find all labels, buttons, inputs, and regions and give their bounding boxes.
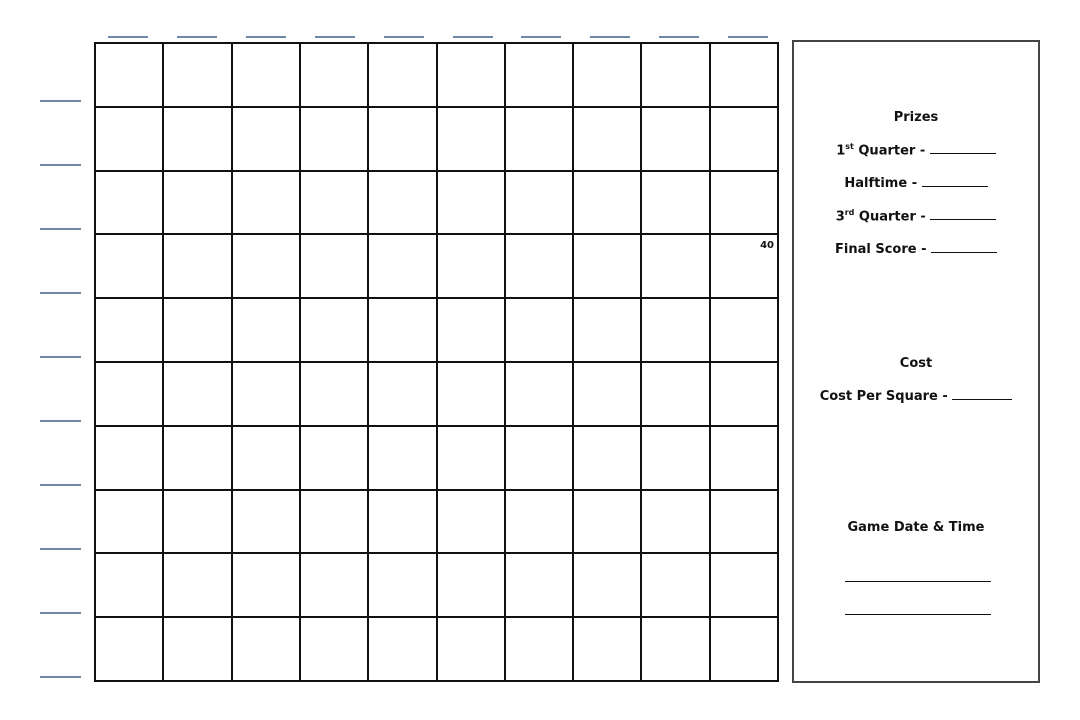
grid-square[interactable]: [574, 554, 642, 618]
grid-square[interactable]: [642, 491, 710, 555]
grid-square[interactable]: [711, 363, 779, 427]
grid-square[interactable]: [506, 235, 574, 299]
grid-square[interactable]: [642, 363, 710, 427]
grid-square[interactable]: [438, 554, 506, 618]
grid-square[interactable]: [711, 491, 779, 555]
grid-square[interactable]: [96, 427, 164, 491]
prize-final-score: [794, 241, 1038, 257]
prize-label: Quarter -: [854, 209, 931, 225]
grid-square[interactable]: [711, 44, 779, 108]
grid-square[interactable]: [96, 299, 164, 363]
grid-square[interactable]: [301, 172, 369, 236]
grid-square[interactable]: [301, 491, 369, 555]
left-number-line: [40, 484, 81, 486]
grid-square[interactable]: [438, 108, 506, 172]
grid-square[interactable]: [642, 44, 710, 108]
grid-square[interactable]: [369, 108, 437, 172]
game-time-blank-line: [845, 614, 991, 615]
prize-third-quarter: [794, 208, 1038, 224]
prize-ordinal-suffix: rd: [844, 208, 855, 217]
grid-square[interactable]: [438, 618, 506, 682]
grid-square[interactable]: [369, 299, 437, 363]
grid-square[interactable]: [164, 108, 232, 172]
grid-square[interactable]: [506, 427, 574, 491]
grid-square[interactable]: [164, 491, 232, 555]
grid-square[interactable]: [369, 363, 437, 427]
grid-square[interactable]: [574, 491, 642, 555]
grid-square[interactable]: [233, 427, 301, 491]
grid-square[interactable]: [301, 299, 369, 363]
grid-square[interactable]: [438, 172, 506, 236]
cost-per-square: [794, 388, 1038, 404]
left-number-line: [40, 228, 81, 230]
grid-square[interactable]: [233, 554, 301, 618]
grid-square[interactable]: [574, 44, 642, 108]
grid-square[interactable]: [233, 491, 301, 555]
info-panel: [792, 40, 1040, 683]
grid-square[interactable]: [438, 363, 506, 427]
grid-square[interactable]: [301, 554, 369, 618]
grid-square[interactable]: [438, 491, 506, 555]
grid-square[interactable]: [574, 363, 642, 427]
grid-square[interactable]: [369, 491, 437, 555]
grid-square[interactable]: [438, 299, 506, 363]
grid-square[interactable]: [438, 235, 506, 299]
grid-square[interactable]: [574, 427, 642, 491]
left-number-line: [40, 292, 81, 294]
grid-square[interactable]: [301, 363, 369, 427]
top-number-line: [453, 36, 493, 38]
prize-first-quarter: [794, 142, 1038, 158]
prize-label: Quarter -: [853, 143, 930, 159]
top-number-line: [177, 36, 217, 38]
grid-square[interactable]: [642, 172, 710, 236]
grid-square[interactable]: [711, 618, 779, 682]
grid-square[interactable]: [233, 235, 301, 299]
game-date-heading: Game Date & Time: [847, 520, 985, 535]
grid-square[interactable]: [164, 172, 232, 236]
grid-square[interactable]: [711, 554, 779, 618]
top-number-line: [659, 36, 699, 38]
grid-square[interactable]: [233, 618, 301, 682]
grid-square[interactable]: [164, 235, 232, 299]
grid-square[interactable]: [711, 172, 779, 236]
grid-square[interactable]: [233, 363, 301, 427]
grid-square[interactable]: [711, 108, 779, 172]
grid-square[interactable]: [369, 235, 437, 299]
grid-square[interactable]: [711, 235, 779, 299]
grid-square[interactable]: [164, 44, 232, 108]
top-number-line: [108, 36, 148, 38]
grid-square[interactable]: [233, 172, 301, 236]
grid-square[interactable]: [164, 618, 232, 682]
grid-square[interactable]: [574, 235, 642, 299]
grid-square[interactable]: [506, 299, 574, 363]
left-number-line: [40, 164, 81, 166]
grid-square[interactable]: [301, 618, 369, 682]
top-number-line: [728, 36, 768, 38]
grid-square[interactable]: [164, 427, 232, 491]
grid-square[interactable]: [369, 427, 437, 491]
square-number: 40: [760, 240, 774, 252]
grid-square[interactable]: [301, 108, 369, 172]
prize-blank: [922, 175, 988, 187]
prize-ordinal: 1: [836, 143, 846, 159]
grid-square[interactable]: [642, 299, 710, 363]
grid-square[interactable]: [506, 618, 574, 682]
grid-square[interactable]: [711, 299, 779, 363]
top-number-line: [246, 36, 286, 38]
grid-square[interactable]: [369, 172, 437, 236]
grid-square[interactable]: [164, 299, 232, 363]
grid-square[interactable]: [96, 363, 164, 427]
grid-square[interactable]: [506, 491, 574, 555]
grid-square[interactable]: [301, 235, 369, 299]
cost-heading: Cost: [899, 356, 933, 371]
grid-square[interactable]: [506, 172, 574, 236]
top-number-line: [384, 36, 424, 38]
top-number-line: [521, 36, 561, 38]
grid-square[interactable]: [233, 299, 301, 363]
grid-square[interactable]: [96, 172, 164, 236]
grid-square[interactable]: [369, 554, 437, 618]
left-number-line: [40, 676, 81, 678]
prize-blank: [930, 142, 996, 154]
grid-square[interactable]: [301, 427, 369, 491]
cost-label: Cost Per Square -: [819, 389, 953, 404]
grid-square[interactable]: [233, 44, 301, 108]
grid-square[interactable]: [369, 618, 437, 682]
grid-square[interactable]: [506, 363, 574, 427]
top-number-line: [315, 36, 355, 38]
squares-grid: [94, 42, 779, 682]
grid-square[interactable]: [506, 554, 574, 618]
prizes-heading: Prizes: [893, 110, 939, 125]
prize-label: Final Score -: [834, 242, 932, 257]
grid-square[interactable]: [369, 44, 437, 108]
left-number-line: [40, 420, 81, 422]
grid-square[interactable]: [233, 108, 301, 172]
game-date-blank-line: [845, 581, 991, 582]
grid-square[interactable]: [301, 44, 369, 108]
left-number-line: [40, 612, 81, 614]
grid-square[interactable]: [642, 235, 710, 299]
left-number-line: [40, 548, 81, 550]
grid-square[interactable]: [96, 618, 164, 682]
grid-square[interactable]: [506, 108, 574, 172]
grid-square[interactable]: [574, 618, 642, 682]
grid-square[interactable]: [642, 554, 710, 618]
grid-square[interactable]: [642, 427, 710, 491]
top-number-line: [590, 36, 630, 38]
prize-ordinal: 3: [835, 209, 845, 225]
prize-blank: [931, 241, 997, 253]
grid-square[interactable]: [506, 44, 574, 108]
grid-square[interactable]: [711, 427, 779, 491]
grid-square[interactable]: [96, 235, 164, 299]
prize-ordinal-suffix: st: [845, 142, 854, 151]
grid-square[interactable]: [574, 172, 642, 236]
grid-square[interactable]: [438, 427, 506, 491]
grid-square[interactable]: [164, 363, 232, 427]
grid-square[interactable]: [96, 108, 164, 172]
grid-square[interactable]: [438, 44, 506, 108]
grid-square[interactable]: [164, 554, 232, 618]
grid-square[interactable]: [96, 554, 164, 618]
prize-label: Halftime -: [844, 176, 922, 191]
prize-blank: [930, 208, 996, 220]
prize-halftime: [794, 175, 1038, 191]
left-number-line: [40, 100, 81, 102]
grid-square[interactable]: [96, 491, 164, 555]
left-number-line: [40, 356, 81, 358]
grid-square[interactable]: [574, 108, 642, 172]
cost-blank: [952, 388, 1012, 400]
grid-square[interactable]: [96, 44, 164, 108]
grid-square[interactable]: [574, 299, 642, 363]
grid-square[interactable]: [642, 108, 710, 172]
grid-square[interactable]: [642, 618, 710, 682]
